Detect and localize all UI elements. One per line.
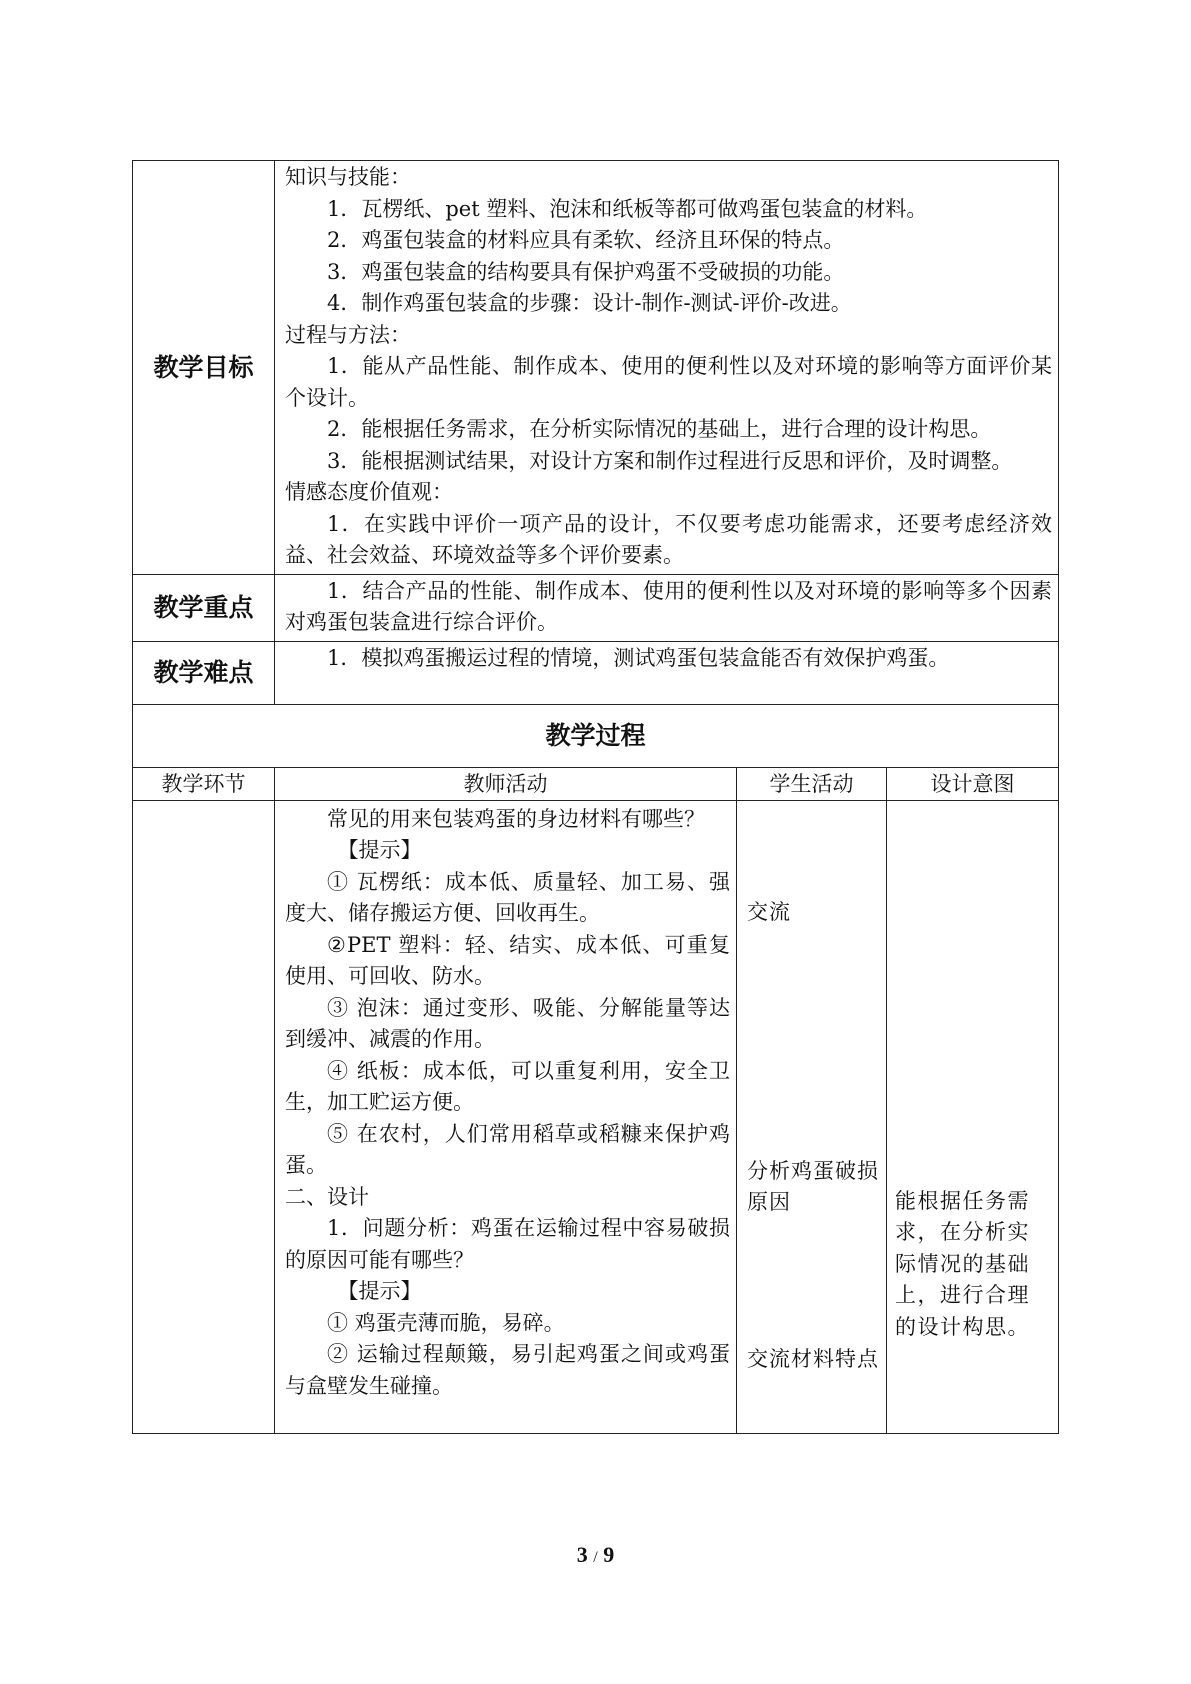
material-item: ②PET 塑料：轻、结实、成本低、可重复使用、可回收、防水。	[285, 932, 730, 988]
attitude-heading: 情感态度价值观：	[285, 480, 453, 504]
objectives-content	[275, 161, 1059, 575]
key-points-row	[133, 574, 1059, 641]
lesson-plan-table	[132, 160, 1059, 1434]
student-activity-3: 交流材料特点	[747, 1346, 879, 1371]
material-item: ① 瓦楞纸：成本低、质量轻、加工易、强度大、储存搬运方便、回收再生。	[285, 869, 730, 925]
teacher-activity-cell	[275, 800, 737, 1433]
knowledge-item: 3．鸡蛋包装盒的结构要具有保护鸡蛋不受破损的功能。	[327, 259, 845, 284]
knowledge-item: 2．鸡蛋包装盒的材料应具有柔软、经济且环保的特点。	[327, 228, 845, 252]
key-points-label: 教学重点	[133, 574, 275, 641]
page-number	[0, 1542, 1191, 1568]
material-item: ⑤ 在农村，人们常用稻草或稻糠来保护鸡蛋。	[285, 1121, 730, 1177]
teacher-hint: 【提示】	[337, 838, 422, 862]
teacher-question: 常见的用来包装鸡蛋的身边材料有哪些？	[327, 806, 705, 831]
process-header-row	[133, 767, 1059, 800]
knowledge-item: 1．瓦楞纸、pet 塑料、泡沫和纸板等都可做鸡蛋包装盒的材料。	[327, 196, 928, 221]
section-heading: 二、设计	[285, 1184, 369, 1209]
attitude-item: 1．在实践中评价一项产品的设计，不仅要考虑功能需求，还要考虑经济效益、社会效益、环境效益等多个评价要素。	[285, 511, 1053, 567]
design-intent-cell	[887, 800, 1059, 1433]
process-item: 3．能根据测试结果，对设计方案和制作过程进行反思和评价，及时调整。	[327, 448, 1013, 473]
difficult-points-text: 1．模拟鸡蛋搬运过程的情境，测试鸡蛋包装盒能否有效保护鸡蛋。	[327, 645, 950, 670]
process-title: 教学过程	[133, 704, 1059, 767]
student-activity-1: 交流	[747, 899, 791, 924]
student-activity-cell	[737, 800, 887, 1433]
key-points-text: 1．结合产品的性能、制作成本、使用的便利性以及对环境的影响等多个因素对鸡蛋包装盒进行综合评价。	[285, 578, 1053, 634]
design-intent-text: 能根据任务需求，在分析实际情况的基础上，进行合理的设计构思。	[895, 1188, 1030, 1339]
knowledge-heading: 知识与技能：	[285, 165, 411, 189]
process-item: 1．能从产品性能、制作成本、使用的便利性以及对环境的影响等方面评价某个设计。	[285, 354, 1053, 410]
process-body-row	[133, 800, 1059, 1433]
process-heading: 过程与方法：	[285, 322, 411, 347]
key-points-content	[275, 574, 1059, 641]
objectives-row	[133, 161, 1059, 575]
objectives-label: 教学目标	[133, 161, 275, 575]
difficult-points-content	[275, 641, 1059, 704]
material-item: ④ 纸板：成本低，可以重复利用，安全卫生，加工贮运方便。	[285, 1058, 730, 1114]
total-pages: 9	[603, 1542, 615, 1567]
page-separator: /	[593, 1549, 598, 1566]
reason-item: ① 鸡蛋壳薄而脆，易碎。	[327, 1310, 565, 1335]
difficult-points-row	[133, 641, 1059, 704]
segment-cell	[133, 800, 275, 1433]
process-item: 2．能根据任务需求，在分析实际情况的基础上，进行合理的设计构思。	[327, 417, 992, 441]
problem-analysis: 1．问题分析：鸡蛋在运输过程中容易破损的原因可能有哪些？	[285, 1216, 730, 1272]
difficult-points-label: 教学难点	[133, 641, 275, 704]
teacher-hint: 【提示】	[337, 1279, 422, 1303]
student-activity-2: 分析鸡蛋破损原因	[747, 1158, 879, 1214]
header-student: 学生活动	[737, 767, 887, 800]
header-teacher: 教师活动	[275, 767, 737, 800]
current-page: 3	[576, 1542, 588, 1567]
header-segment: 教学环节	[133, 767, 275, 800]
knowledge-item: 4．制作鸡蛋包装盒的步骤：设计-制作-测试-评价-改进。	[327, 291, 852, 315]
header-design: 设计意图	[887, 767, 1059, 800]
process-title-row	[133, 704, 1059, 767]
material-item: ③ 泡沫：通过变形、吸能、分解能量等达到缓冲、减震的作用。	[285, 995, 730, 1051]
reason-item: ② 运输过程颠簸，易引起鸡蛋之间或鸡蛋与盒壁发生碰撞。	[285, 1342, 730, 1398]
